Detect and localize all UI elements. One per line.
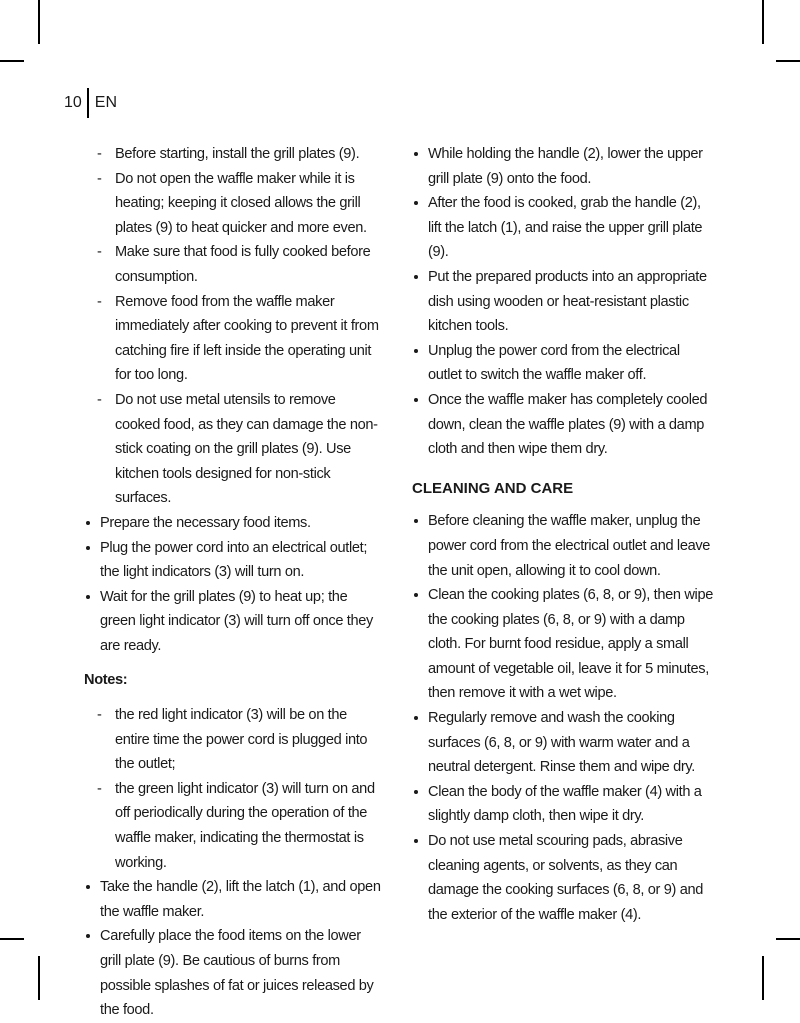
- list-item: Before cleaning the waffle maker, unplug the power cord from the electrical outlet and leave the unit open, allowing it to cool down.: [412, 509, 716, 583]
- crop-mark-bottom-right: [762, 956, 764, 1000]
- left-column: [84, 142, 384, 1023]
- crop-mark-top-right-h: [776, 60, 800, 62]
- bullet-list-c: [412, 142, 716, 462]
- notes-list: [97, 703, 384, 875]
- crop-mark-bottom-left: [38, 956, 40, 1000]
- list-item: Unplug the power cord from the electrical outlet to switch the waffle maker off.: [412, 339, 716, 388]
- cleaning-heading: CLEANING AND CARE: [412, 479, 574, 497]
- page-header: [64, 88, 117, 118]
- right-column: [412, 142, 716, 927]
- crop-mark-top-left: [38, 0, 40, 44]
- bullet-list-b: [84, 875, 384, 1023]
- list-item: - Do not open the waffle maker while it is heating; keeping it closed allows the grill plates (9) to heat quicker and more even.: [97, 167, 384, 241]
- list-item: Put the prepared products into an appropriate dish using wooden or heat-resistant plastic kitchen tools.: [412, 265, 716, 339]
- list-item: Wait for the grill plates (9) to heat up; the green light indicator (3) will turn off once they are ready.: [84, 585, 384, 659]
- list-item: Once the waffle maker has completely cooled down, clean the waffle plates (9) with a damp cloth and then wipe them dry.: [412, 388, 716, 462]
- list-item: - the green light indicator (3) will turn on and off periodically during the operation of the waffle maker, indicating the thermostat is working.: [97, 777, 384, 875]
- list-item: Do not use metal scouring pads, abrasive cleaning agents, or solvents, as they can damage the cooking surfaces (6, 8, or 9) and the exterior of the waffle maker (4).: [412, 829, 716, 927]
- list-item: Plug the power cord into an electrical outlet; the light indicators (3) will turn on.: [84, 536, 384, 585]
- header-divider: [87, 88, 89, 118]
- list-item: Clean the cooking plates (6, 8, or 9), then wipe the cooking plates (6, 8, or 9) with a damp cloth. For burnt food residue, apply a small amount of vegetable oil, leave it for 5 minutes, then remove it with a wet wipe.: [412, 583, 716, 706]
- list-item: - Do not use metal utensils to remove cooked food, as they can damage the non-stick coating on the grill plates (9). Use kitchen tools designed for non-stick surfaces.: [97, 388, 384, 511]
- crop-mark-bottom-right-h: [776, 938, 800, 940]
- page-number: 10: [64, 94, 82, 111]
- crop-mark-top-left-h: [0, 60, 24, 62]
- crop-mark-top-right: [762, 0, 764, 44]
- list-item: After the food is cooked, grab the handle (2), lift the latch (1), and raise the upper grill plate (9).: [412, 191, 716, 265]
- notes-heading: Notes:: [84, 672, 128, 689]
- crop-mark-bottom-left-h: [0, 938, 24, 940]
- list-item: - Before starting, install the grill plates (9).: [97, 142, 384, 167]
- bullet-list-a: [84, 511, 384, 659]
- list-item: - Remove food from the waffle maker immediately after cooking to prevent it from catching fire if left inside the operating unit for too long.: [97, 290, 384, 388]
- list-item: - the red light indicator (3) will be on the entire time the power cord is plugged into the outlet;: [97, 703, 384, 777]
- list-item: Carefully place the food items on the lower grill plate (9). Be cautious of burns from possible splashes of fat or juices released by the food.: [84, 924, 384, 1022]
- list-item: Clean the body of the waffle maker (4) with a slightly damp cloth, then wipe it dry.: [412, 780, 716, 829]
- list-item: While holding the handle (2), lower the upper grill plate (9) onto the food.: [412, 142, 716, 191]
- dash-list-top: [97, 142, 384, 511]
- list-item: Prepare the necessary food items.: [84, 511, 384, 536]
- list-item: - Make sure that food is fully cooked before consumption.: [97, 240, 384, 289]
- language-label: EN: [94, 94, 118, 111]
- list-item: Regularly remove and wash the cooking surfaces (6, 8, or 9) with warm water and a neutral detergent. Rinse them and wipe dry.: [412, 706, 716, 780]
- list-item: Take the handle (2), lift the latch (1), and open the waffle maker.: [84, 875, 384, 924]
- bullet-list-d: [412, 509, 716, 927]
